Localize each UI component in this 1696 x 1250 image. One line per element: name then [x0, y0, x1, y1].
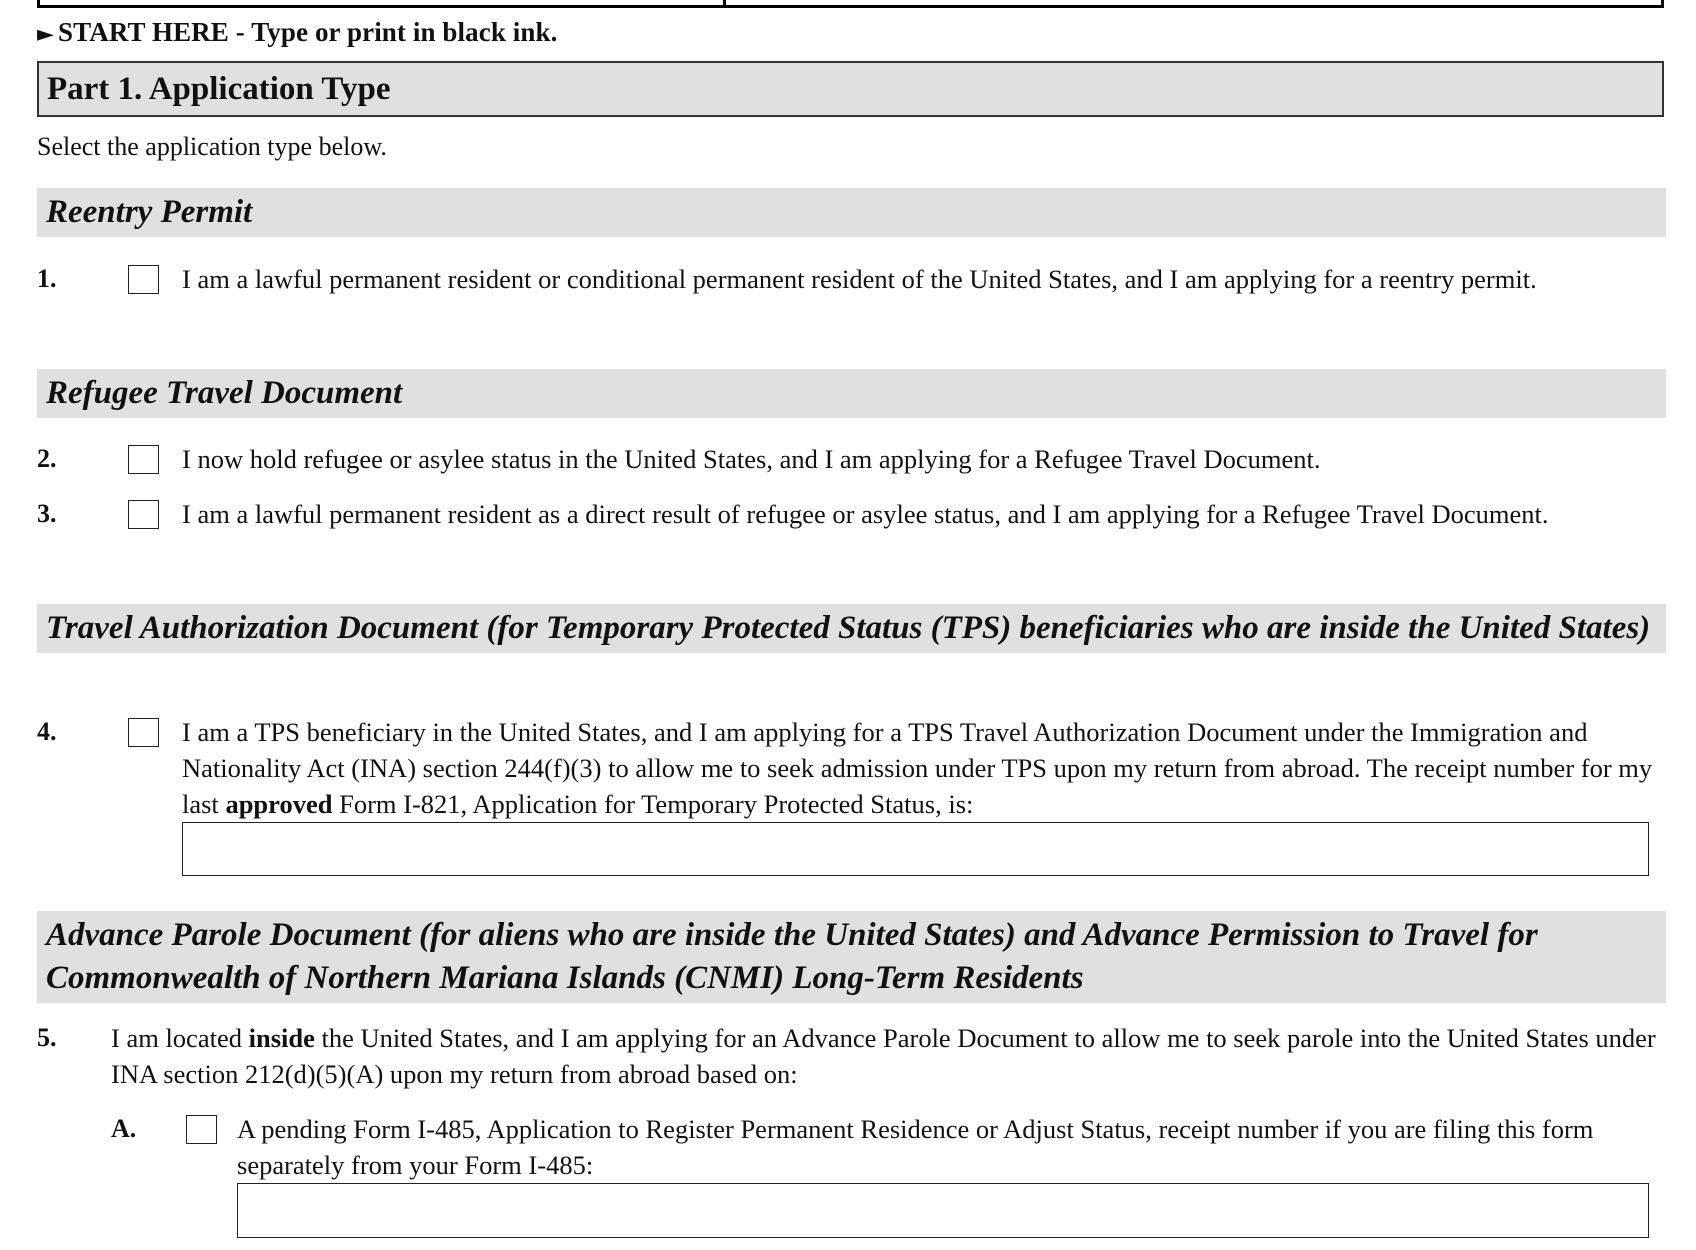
- item-4-text: [182, 714, 1672, 822]
- item-4-receipt-number-field[interactable]: [182, 822, 1649, 876]
- item-3-checkbox[interactable]: [128, 500, 159, 529]
- item-3-number: 3.: [37, 499, 57, 528]
- item-1-number: 1.: [37, 264, 57, 293]
- item-2-number: 2.: [37, 444, 57, 473]
- part1-intro: Select the application type below.: [37, 132, 387, 161]
- item-5a-checkbox[interactable]: [186, 1115, 217, 1144]
- top-table-border: [37, 0, 1664, 8]
- part1-header: Part 1. Application Type: [37, 61, 1664, 117]
- item-4-text-emphasis: approved: [225, 789, 333, 819]
- start-here-text: START HERE - Type or print in black ink.: [58, 17, 558, 47]
- item-2-text: I now hold refugee or asylee status in the United States, and I am applying for a Refugee Travel Document.: [182, 444, 1321, 474]
- item-4-text-part2: Form I-821, Application for Temporary Protected Status, is:: [332, 789, 974, 819]
- item-3-text: I am a lawful permanent resident as a direct result of refugee or asylee status, and I am applying for a Refugee Travel Document.: [182, 499, 1549, 529]
- item-2-checkbox[interactable]: [128, 445, 159, 474]
- item-5a-letter: A.: [111, 1114, 137, 1143]
- start-here-instruction: [37, 17, 557, 48]
- item-4-text-part1: I am a TPS beneficiary in the United States, and I am applying for a TPS Travel Authorization Document under the Immigration and Nationality Act (INA) section 244(f)(3) to allow me to seek admission under TPS upon my return from abroad. The receipt number for my last: [182, 717, 1653, 819]
- item-5-text-part2: the United States, and I am applying for an Advance Parole Document to allow me to seek parole into the United States under INA section 212(d)(5)(A) upon my return from abroad based on:: [111, 1023, 1656, 1089]
- top-table-divider: [723, 0, 726, 8]
- item-5a-text: A pending Form I-485, Application to Register Permanent Residence or Adjust Status, receipt number if you are filing this form separately from your Form I-485:: [237, 1114, 1594, 1180]
- item-1-checkbox[interactable]: [128, 265, 159, 294]
- item-5-text-part1: I am located: [111, 1023, 249, 1053]
- item-4-number: 4.: [37, 717, 57, 746]
- item-4-checkbox[interactable]: [128, 718, 159, 747]
- section-advance-parole: Advance Parole Document (for aliens who are inside the United States) and Advance Permission to Travel for Commonwealth of Northern Mariana Islands (CNMI) Long-Term Residents: [37, 911, 1666, 1003]
- section-tps-travel-authorization: Travel Authorization Document (for Temporary Protected Status (TPS) beneficiaries who are inside the United States): [37, 604, 1666, 653]
- item-5a-receipt-number-field[interactable]: [237, 1183, 1649, 1238]
- item-5-number: 5.: [37, 1023, 57, 1052]
- item-5-text-emphasis: inside: [248, 1023, 315, 1053]
- arrow-right-icon: ►: [37, 22, 55, 47]
- section-reentry-permit: Reentry Permit: [37, 188, 1666, 237]
- section-refugee-travel-document: Refugee Travel Document: [37, 369, 1666, 418]
- item-5-text: [111, 1020, 1671, 1092]
- item-1-text: I am a lawful permanent resident or conditional permanent resident of the United States, and I am applying for a reentry permit.: [182, 264, 1537, 294]
